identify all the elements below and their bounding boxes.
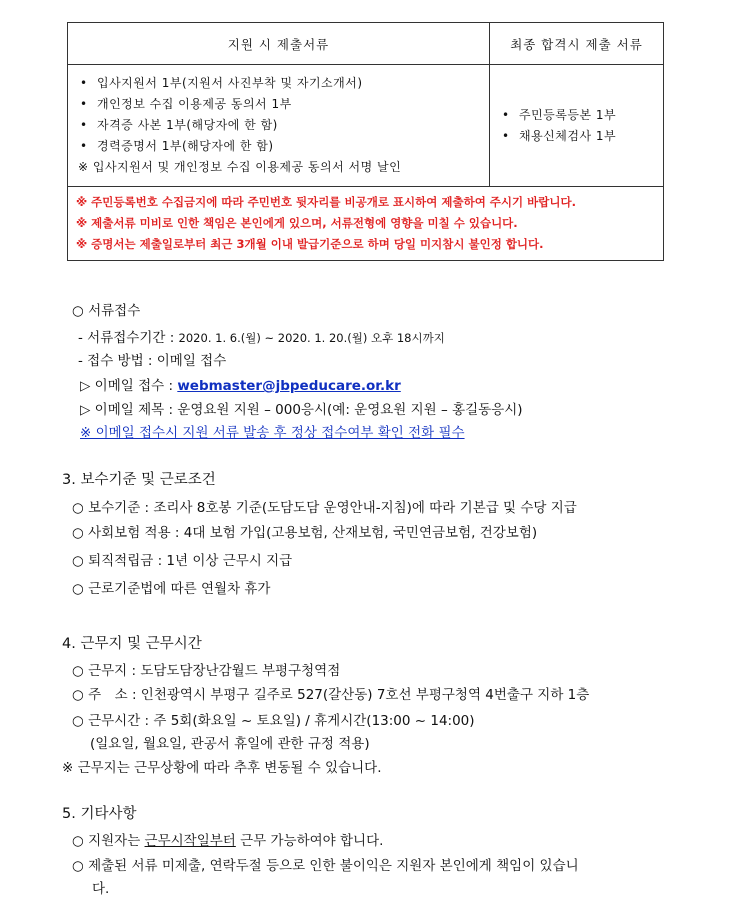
warning-note: ※ 제출서류 미비로 인한 책임은 본인에게 있으며, 서류전형에 영향을 미칠 수 있습니다. [76,216,518,230]
submission-documents-table [67,22,664,261]
list-item: ○ 지원자는 근무시작일부터 근무 가능하여야 합니다. [72,833,384,849]
application-documents-cell [68,65,490,187]
section4-title: 4. 근무지 및 근무시간 [62,636,202,652]
list-item: • 주민등록등본 1부 [502,107,617,122]
list-item: ○ 사회보험 적용 : 4대 보험 가입(고용보험, 산재보험, 국민연금보험, 건강보험) [72,525,538,541]
section5-title: 5. 기타사항 [62,806,137,822]
list-item: • 채용신체검사 1부 [502,128,617,143]
docs-receipt-title: ○ 서류접수 [72,303,141,319]
list-item: • 자격증 사본 1부(해당자에 한 함) [80,118,278,132]
confirm-call-note: ※ 이메일 접수시 지원 서류 발송 후 정상 접수여부 확인 전화 필수 [80,425,465,441]
email-link[interactable]: webmaster@jbpeducare.or.kr [177,378,401,394]
list-item: (일요일, 월요일, 관공서 휴일에 관한 규정 적용) [90,736,370,752]
list-item-continuation: 다. [92,881,110,897]
list-item: ○ 근로기준법에 따른 연월차 휴가 [72,581,271,597]
section3-title: 3. 보수기준 및 근로조건 [62,472,216,488]
warning-notes-cell [68,187,664,261]
email-address-line: ▷ 이메일 접수 : webmaster@jbpeducare.or.kr [80,378,401,394]
list-item: ○ 제출된 서류 미제출, 연락두절 등으로 인한 불이익은 지원자 본인에게 책임이 있습니 [72,858,579,874]
header-right: 최종 합격시 제출 서류 [490,23,664,65]
list-item: ○ 주 소 : 인천광역시 부평구 길주로 527(갈산동) 7호선 부평구청역 4번출구 지하 1층 [72,687,590,703]
list-item: • 개인정보 수집 이용제공 동의서 1부 [80,97,292,111]
list-item: ○ 근무시간 : 주 5회(화요일 ~ 토요일) / 휴게시간(13:00 ~ 14:00) [72,713,475,729]
receipt-period: - 서류접수기간 : 2020. 1. 6.(월) ~ 2020. 1. 20.(월) 오후 18시까지 [78,330,445,346]
warning-note: ※ 증명서는 제출일로부터 최근 3개월 이내 발급기준으로 하며 당일 미지참시 불인정 합니다. [76,237,544,251]
workplace-change-note: ※ 근무지는 근무상황에 따라 추후 변동될 수 있습니다. [62,760,382,776]
list-item: ○ 보수기준 : 조리사 8호봉 기준(도담도담 운영안내-지침)에 따라 기본급 및 수당 지급 [72,500,577,516]
receipt-method: - 접수 방법 : 이메일 접수 [78,353,227,369]
list-item: • 경력증명서 1부(해당자에 한 함) [80,139,274,153]
header-left: 지원 시 제출서류 [68,23,490,65]
list-item: ○ 퇴직적립금 : 1년 이상 근무시 지급 [72,553,293,569]
warning-note: ※ 주민등록번호 수집금지에 따라 주민번호 뒷자리를 비공개로 표시하여 제출하여 주시기 바랍니다. [76,195,576,209]
email-subject-line: ▷ 이메일 제목 : 운영요원 지원 – 000응시(예: 운영요원 지원 – 홍길동응시) [80,402,523,418]
signature-note: ※ 입사지원서 및 개인정보 수집 이용제공 동의서 서명 날인 [78,160,402,174]
list-item: ○ 근무지 : 도담도담장난감월드 부평구청역점 [72,663,341,679]
final-documents-cell [490,65,664,187]
list-item: • 입사지원서 1부(지원서 사진부착 및 자기소개서) [80,76,363,90]
